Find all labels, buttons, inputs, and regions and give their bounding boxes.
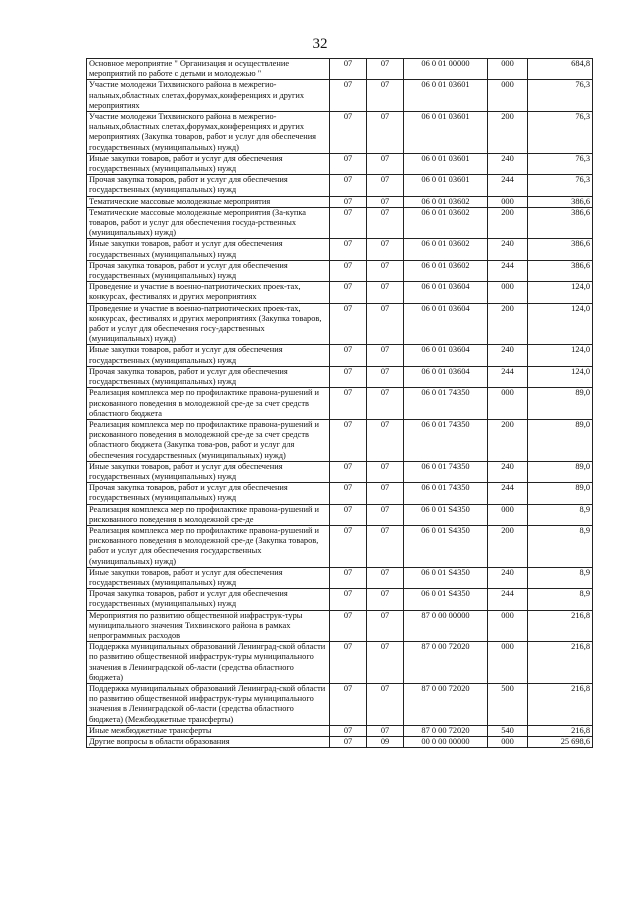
expense-type-cell: 000 [488, 504, 528, 525]
budget-table [86, 58, 593, 748]
row-name-cell: Прочая закупка товаров, работ и услуг для обеспечения государственных (муниципальных) нужд [87, 589, 330, 610]
target-article-cell: 06 0 01 S4350 [404, 589, 488, 610]
row-name-cell: Реализация комплекса мер по профилактике правона-рушений и рискованного поведения в молодежной сре-де (Закупка товаров, работ и услуг для обеспечения государственных (муниципальных) нужд) [87, 525, 330, 567]
target-article-cell: 87 0 00 72020 [404, 725, 488, 736]
subsection-code-cell: 07 [367, 683, 404, 725]
table-row [87, 303, 593, 345]
section-code-cell: 07 [330, 461, 367, 482]
subsection-code-cell: 07 [367, 525, 404, 567]
section-code-cell: 07 [330, 207, 367, 239]
subsection-code-cell: 07 [367, 196, 404, 207]
target-article-cell: 06 0 01 03604 [404, 282, 488, 303]
table-row [87, 175, 593, 196]
target-article-cell: 06 0 01 03604 [404, 345, 488, 366]
subsection-code-cell: 07 [367, 345, 404, 366]
target-article-cell: 87 0 00 72020 [404, 683, 488, 725]
budget-table-body [87, 59, 593, 748]
amount-cell: 386,6 [528, 196, 593, 207]
section-code-cell: 07 [330, 196, 367, 207]
target-article-cell: 06 0 01 03601 [404, 175, 488, 196]
expense-type-cell: 200 [488, 207, 528, 239]
section-code-cell: 07 [330, 80, 367, 112]
table-row [87, 642, 593, 684]
row-name-cell: Основное мероприятие " Организация и осуществление мероприятий по работе с детьми и молодежью " [87, 59, 330, 80]
amount-cell: 386,6 [528, 207, 593, 239]
amount-cell: 216,8 [528, 610, 593, 642]
target-article-cell: 06 0 01 S4350 [404, 504, 488, 525]
row-name-cell: Реализация комплекса мер по профилактике правона-рушений и рискованного поведения в молодежной сре-де за счет средств областного бюджета [87, 388, 330, 420]
section-code-cell: 07 [330, 737, 367, 748]
section-code-cell: 07 [330, 504, 367, 525]
expense-type-cell: 240 [488, 153, 528, 174]
section-code-cell: 07 [330, 260, 367, 281]
amount-cell: 89,0 [528, 461, 593, 482]
table-row [87, 419, 593, 461]
subsection-code-cell: 07 [367, 388, 404, 420]
section-code-cell: 07 [330, 388, 367, 420]
row-name-cell: Тематические массовые молодежные мероприятия (За-купка товаров, работ и услуг для обеспечения госуда-рственных (муниципальных) нужд) [87, 207, 330, 239]
target-article-cell: 06 0 01 03601 [404, 80, 488, 112]
page-number: 32 [312, 36, 328, 52]
subsection-code-cell: 07 [367, 80, 404, 112]
subsection-code-cell: 07 [367, 610, 404, 642]
expense-type-cell: 244 [488, 366, 528, 387]
row-name-cell: Участие молодежи Тихвинского района в межрегио-нальных,областных слетах,форумах,конференциях и других мероприятиях (Закупка товаров, работ и услуг для обеспечения государственных (муниципальных) нужд) [87, 112, 330, 154]
expense-type-cell: 000 [488, 59, 528, 80]
section-code-cell: 07 [330, 282, 367, 303]
expense-type-cell: 240 [488, 461, 528, 482]
row-name-cell: Прочая закупка товаров, работ и услуг для обеспечения государственных (муниципальных) нужд [87, 366, 330, 387]
table-row [87, 725, 593, 736]
amount-cell: 216,8 [528, 642, 593, 684]
row-name-cell: Иные закупки товаров, работ и услуг для обеспечения государственных (муниципальных) нужд [87, 567, 330, 588]
table-row [87, 153, 593, 174]
row-name-cell: Проведение и участие в военно-патриотических проек-тах, конкурсах, фестивалях и других мероприятиях [87, 282, 330, 303]
target-article-cell: 06 0 01 03604 [404, 366, 488, 387]
table-row [87, 366, 593, 387]
row-name-cell: Иные межбюджетные трансферты [87, 725, 330, 736]
row-name-cell: Реализация комплекса мер по профилактике правона-рушений и рискованного поведения в молодежной сре-де за счет средств областного бюджета (Закупка това-ров, работ и услуг для обеспечения государственных (муниципальных) нужд) [87, 419, 330, 461]
target-article-cell: 06 0 01 74350 [404, 388, 488, 420]
row-name-cell: Реализация комплекса мер по профилактике правона-рушений и рискованного поведения в молодежной сре-де [87, 504, 330, 525]
target-article-cell: 06 0 01 74350 [404, 483, 488, 504]
table-row [87, 683, 593, 725]
amount-cell: 124,0 [528, 303, 593, 345]
amount-cell: 216,8 [528, 725, 593, 736]
row-name-cell: Поддержка муниципальных образований Ленинград-ской области по развитию общественной инфраструк-туры муниципального значения в Ленинградской об-ласти (средства областного бюджета) [87, 642, 330, 684]
amount-cell: 124,0 [528, 345, 593, 366]
row-name-cell: Иные закупки товаров, работ и услуг для обеспечения государственных (муниципальных) нужд [87, 239, 330, 260]
row-name-cell: Прочая закупка товаров, работ и услуг для обеспечения государственных (муниципальных) нужд [87, 175, 330, 196]
section-code-cell: 07 [330, 419, 367, 461]
section-code-cell: 07 [330, 610, 367, 642]
amount-cell: 684,8 [528, 59, 593, 80]
amount-cell: 76,3 [528, 175, 593, 196]
target-article-cell: 06 0 01 03604 [404, 303, 488, 345]
subsection-code-cell: 07 [367, 642, 404, 684]
subsection-code-cell: 07 [367, 504, 404, 525]
subsection-code-cell: 07 [367, 725, 404, 736]
row-name-cell: Прочая закупка товаров, работ и услуг для обеспечения государственных (муниципальных) нужд [87, 260, 330, 281]
row-name-cell: Прочая закупка товаров, работ и услуг для обеспечения государственных (муниципальных) нужд [87, 483, 330, 504]
amount-cell: 8,9 [528, 525, 593, 567]
table-row [87, 483, 593, 504]
table-row [87, 567, 593, 588]
subsection-code-cell: 07 [367, 175, 404, 196]
amount-cell: 386,6 [528, 260, 593, 281]
row-name-cell: Иные закупки товаров, работ и услуг для обеспечения государственных (муниципальных) нужд [87, 345, 330, 366]
row-name-cell: Поддержка муниципальных образований Ленинград-ской области по развитию общественной инфраструк-туры муниципального значения в Ленинградской об-ласти (средства областного бюджета) (Межбюджетные трансферты) [87, 683, 330, 725]
target-article-cell: 06 0 01 03602 [404, 196, 488, 207]
subsection-code-cell: 07 [367, 461, 404, 482]
table-row [87, 461, 593, 482]
table-row [87, 504, 593, 525]
section-code-cell: 07 [330, 567, 367, 588]
target-article-cell: 06 0 01 03601 [404, 112, 488, 154]
table-row [87, 80, 593, 112]
expense-type-cell: 000 [488, 80, 528, 112]
section-code-cell: 07 [330, 525, 367, 567]
expense-type-cell: 000 [488, 388, 528, 420]
table-row [87, 610, 593, 642]
subsection-code-cell: 07 [367, 366, 404, 387]
amount-cell: 89,0 [528, 483, 593, 504]
expense-type-cell: 200 [488, 419, 528, 461]
subsection-code-cell: 07 [367, 483, 404, 504]
subsection-code-cell: 07 [367, 260, 404, 281]
table-row [87, 59, 593, 80]
row-name-cell: Проведение и участие в военно-патриотических проек-тах, конкурсах, фестивалях и других мероприятиях (Закупка товаров, работ и услуг для обеспечения госу-дарственных (муниципальных) нужд) [87, 303, 330, 345]
expense-type-cell: 000 [488, 196, 528, 207]
amount-cell: 216,8 [528, 683, 593, 725]
target-article-cell: 06 0 01 S4350 [404, 567, 488, 588]
table-row [87, 388, 593, 420]
section-code-cell: 07 [330, 483, 367, 504]
section-code-cell: 07 [330, 683, 367, 725]
subsection-code-cell: 07 [367, 59, 404, 80]
section-code-cell: 07 [330, 303, 367, 345]
amount-cell: 8,9 [528, 504, 593, 525]
row-name-cell: Участие молодежи Тихвинского района в межрегио-нальных,областных слетах,форумах,конференциях и других мероприятиях [87, 80, 330, 112]
row-name-cell: Мероприятия по развитию общественной инфраструк-туры муниципального значения Тихвинского района в рамках непрограммных расходов [87, 610, 330, 642]
table-row [87, 345, 593, 366]
target-article-cell: 06 0 01 03602 [404, 260, 488, 281]
expense-type-cell: 244 [488, 483, 528, 504]
expense-type-cell: 244 [488, 175, 528, 196]
section-code-cell: 07 [330, 153, 367, 174]
subsection-code-cell: 07 [367, 589, 404, 610]
expense-type-cell: 000 [488, 610, 528, 642]
amount-cell: 8,9 [528, 567, 593, 588]
section-code-cell: 07 [330, 175, 367, 196]
expense-type-cell: 200 [488, 112, 528, 154]
expense-type-cell: 540 [488, 725, 528, 736]
target-article-cell: 06 0 01 03601 [404, 153, 488, 174]
target-article-cell: 06 0 01 74350 [404, 419, 488, 461]
amount-cell: 8,9 [528, 589, 593, 610]
amount-cell: 89,0 [528, 419, 593, 461]
section-code-cell: 07 [330, 59, 367, 80]
expense-type-cell: 200 [488, 525, 528, 567]
section-code-cell: 07 [330, 112, 367, 154]
row-name-cell: Другие вопросы в области образования [87, 737, 330, 748]
amount-cell: 124,0 [528, 366, 593, 387]
row-name-cell: Иные закупки товаров, работ и услуг для обеспечения государственных (муниципальных) нужд [87, 461, 330, 482]
expense-type-cell: 244 [488, 589, 528, 610]
target-article-cell: 06 0 01 03602 [404, 239, 488, 260]
subsection-code-cell: 07 [367, 239, 404, 260]
expense-type-cell: 000 [488, 737, 528, 748]
section-code-cell: 07 [330, 642, 367, 684]
amount-cell: 76,3 [528, 153, 593, 174]
section-code-cell: 07 [330, 239, 367, 260]
expense-type-cell: 000 [488, 642, 528, 684]
subsection-code-cell: 07 [367, 207, 404, 239]
section-code-cell: 07 [330, 589, 367, 610]
expense-type-cell: 500 [488, 683, 528, 725]
subsection-code-cell: 07 [367, 112, 404, 154]
amount-cell: 76,3 [528, 80, 593, 112]
amount-cell: 76,3 [528, 112, 593, 154]
section-code-cell: 07 [330, 725, 367, 736]
target-article-cell: 06 0 01 03602 [404, 207, 488, 239]
subsection-code-cell: 09 [367, 737, 404, 748]
amount-cell: 89,0 [528, 388, 593, 420]
subsection-code-cell: 07 [367, 282, 404, 303]
table-row [87, 589, 593, 610]
expense-type-cell: 240 [488, 567, 528, 588]
table-row [87, 525, 593, 567]
section-code-cell: 07 [330, 345, 367, 366]
table-row [87, 260, 593, 281]
row-name-cell: Тематические массовые молодежные мероприятия [87, 196, 330, 207]
target-article-cell: 06 0 01 00000 [404, 59, 488, 80]
expense-type-cell: 240 [488, 239, 528, 260]
expense-type-cell: 244 [488, 260, 528, 281]
target-article-cell: 87 0 00 00000 [404, 610, 488, 642]
subsection-code-cell: 07 [367, 419, 404, 461]
amount-cell: 386,6 [528, 239, 593, 260]
table-row [87, 196, 593, 207]
table-row [87, 112, 593, 154]
amount-cell: 25 698,6 [528, 737, 593, 748]
amount-cell: 124,0 [528, 282, 593, 303]
table-row [87, 282, 593, 303]
target-article-cell: 06 0 01 S4350 [404, 525, 488, 567]
subsection-code-cell: 07 [367, 303, 404, 345]
target-article-cell: 00 0 00 00000 [404, 737, 488, 748]
table-row [87, 239, 593, 260]
table-row [87, 207, 593, 239]
expense-type-cell: 000 [488, 282, 528, 303]
target-article-cell: 87 0 00 72020 [404, 642, 488, 684]
target-article-cell: 06 0 01 74350 [404, 461, 488, 482]
subsection-code-cell: 07 [367, 153, 404, 174]
expense-type-cell: 240 [488, 345, 528, 366]
table-row [87, 737, 593, 748]
subsection-code-cell: 07 [367, 567, 404, 588]
section-code-cell: 07 [330, 366, 367, 387]
row-name-cell: Иные закупки товаров, работ и услуг для обеспечения государственных (муниципальных) нужд [87, 153, 330, 174]
expense-type-cell: 200 [488, 303, 528, 345]
